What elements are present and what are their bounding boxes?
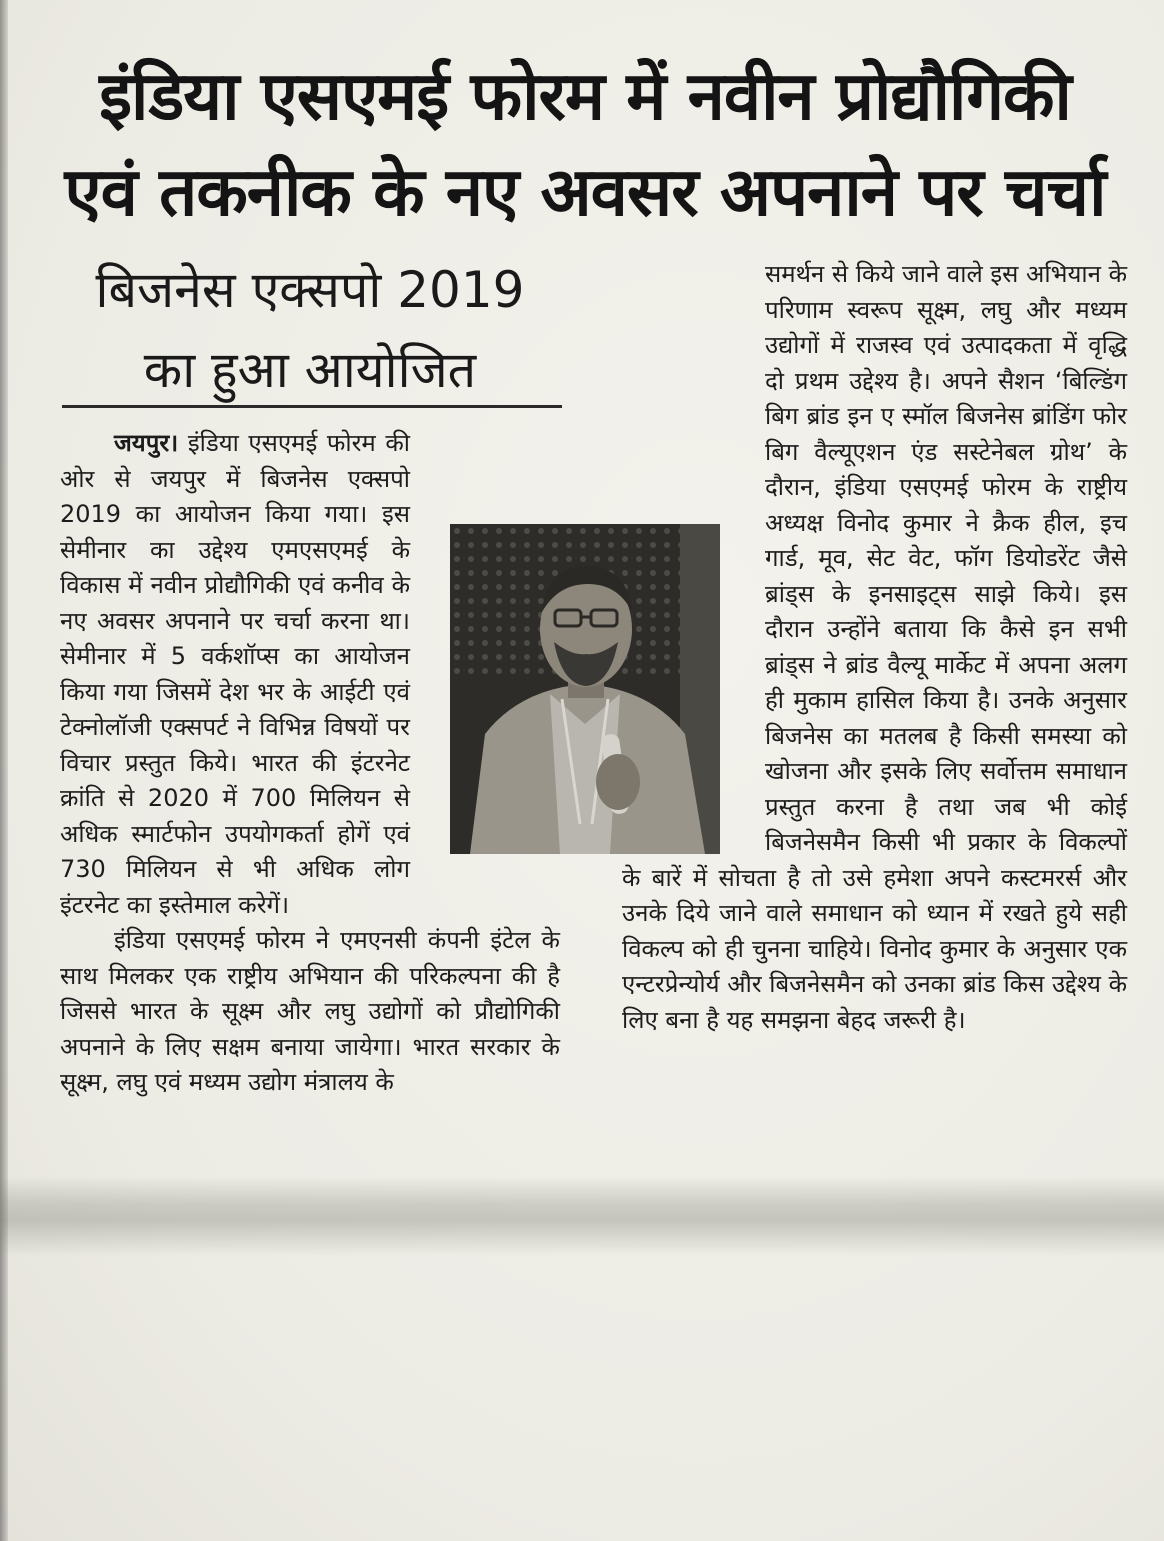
speaker-photo-image — [450, 524, 720, 854]
paragraph-2: इंडिया एसएमई फोरम ने एमएनसी कंपनी इंटेल के साथ मिलकर एक राष्ट्रीय अभियान की परिकल्पना की है जिससे भारत के सूक्ष्म और लघु उद्योगों को प्रौद्योगिकी अपनाने के लिए सक्षम बनाया जायेगा। भारत सरकार के सूक्ष्म, लघु एवं मध्यम उद्योग मंत्रालय के — [60, 926, 560, 1096]
dateline: जयपुर। — [114, 429, 179, 457]
paragraph-1-text: इंडिया एसएमई फोरम की ओर से जयपुर में बिजनेस एक्सपो 2019 का आयोजन किया गया। इस सेमीनार का उद्देश्य एमएसएमई के विकास में नवीन प्रोद्यौगिकी एवं कनीव के नए अवसर अपनाने पर चर्चा करना था। सेमीनार में 5 वर्कशॉप्स का आयोजन किया गया जिसमें देश भर के आईटी एवं टेक्नोलॉजी एक्सपर्ट ने विभिन्न विषयों पर विचार प्रस्तुत किये। भारत की इंटरनेट क्रांति से 2020 में 700 मिलियन से अधिक स्मार्टफोन उपयोगकर्ता होगें एवं 730 मिलियन से भी अधिक लोग इंटरनेट का इस्तेमाल करेगें। — [60, 429, 410, 919]
paper-fold-shadow — [0, 1176, 1164, 1256]
page-edge-shadow — [0, 0, 8, 1541]
paragraph-3: समर्थन से किये जाने वाले इस अभियान के परिणाम स्वरूप सूक्ष्म, लघु और मध्यम उद्योगों में राजस्व एवं उत्पादकता में वृद्धि दो प्रथम उद्देश्य है। अपने सैशन ‘बिल्डिंग बिग ब्रांड इन ए स्मॉल बिजनेस ब्रांडिंग फोर बिग वैल्यूएशन एंड सस्टेनेबल ग्रोथ’ के दौरान, इंडिया एसएमई फोरम के राष्ट्रीय अध्यक्ष विनोद कुमार ने क्रैक हील, इच गार्ड, मूव, सेट वेट, फॉग डियोडरेंट जैसे ब्रांड्स के इनसाइट्स साझे किये। इस दौरान उन्होंने बताया कि कैसे इन सभी ब्रांड्स ने ब्रांड वैल्यू मार्केट में अपना अलग ही मुकाम हासिल किया है। उनके अनुसार बिजनेस का मतलब है किसी समस्या को खोजना और इसके लिए सर्वोत्तम समाधान प्रस्तुत करना है तथा जब भी कोई बिजनेसमैन किसी भी प्रकार के विकल्पों के बारें में सोचता है तो उसे हमेशा अपने कस्टमरर्स और उनके दिये जाने वाले समाधान को ध्यान में रखते हुये सही विकल्प को ही चुनना चाहिये। विनोद कुमार के अनुसार एक एन्टरप्रेन्योर्य और बिजनेसमैन को उनका ब्रांड किस उद्देश्य के लिए बना है यह समझना बेहद जरूरी है। — [622, 260, 1127, 1034]
subheadline-rule — [62, 405, 562, 408]
article-subheadline — [60, 250, 560, 410]
article-headline — [40, 48, 1130, 240]
speaker-photo — [450, 524, 720, 854]
headline-line-2: एवं तकनीक के नए अवसर अपनाने पर चर्चा — [64, 153, 1106, 231]
subheadline-line-1: बिजनेस एक्सपो 2019 — [95, 261, 525, 319]
headline-line-1: इंडिया एसएमई फोरम में नवीन प्रोद्यौगिकी — [99, 57, 1071, 135]
subheadline-line-2: का हुआ आयोजित — [143, 341, 477, 399]
